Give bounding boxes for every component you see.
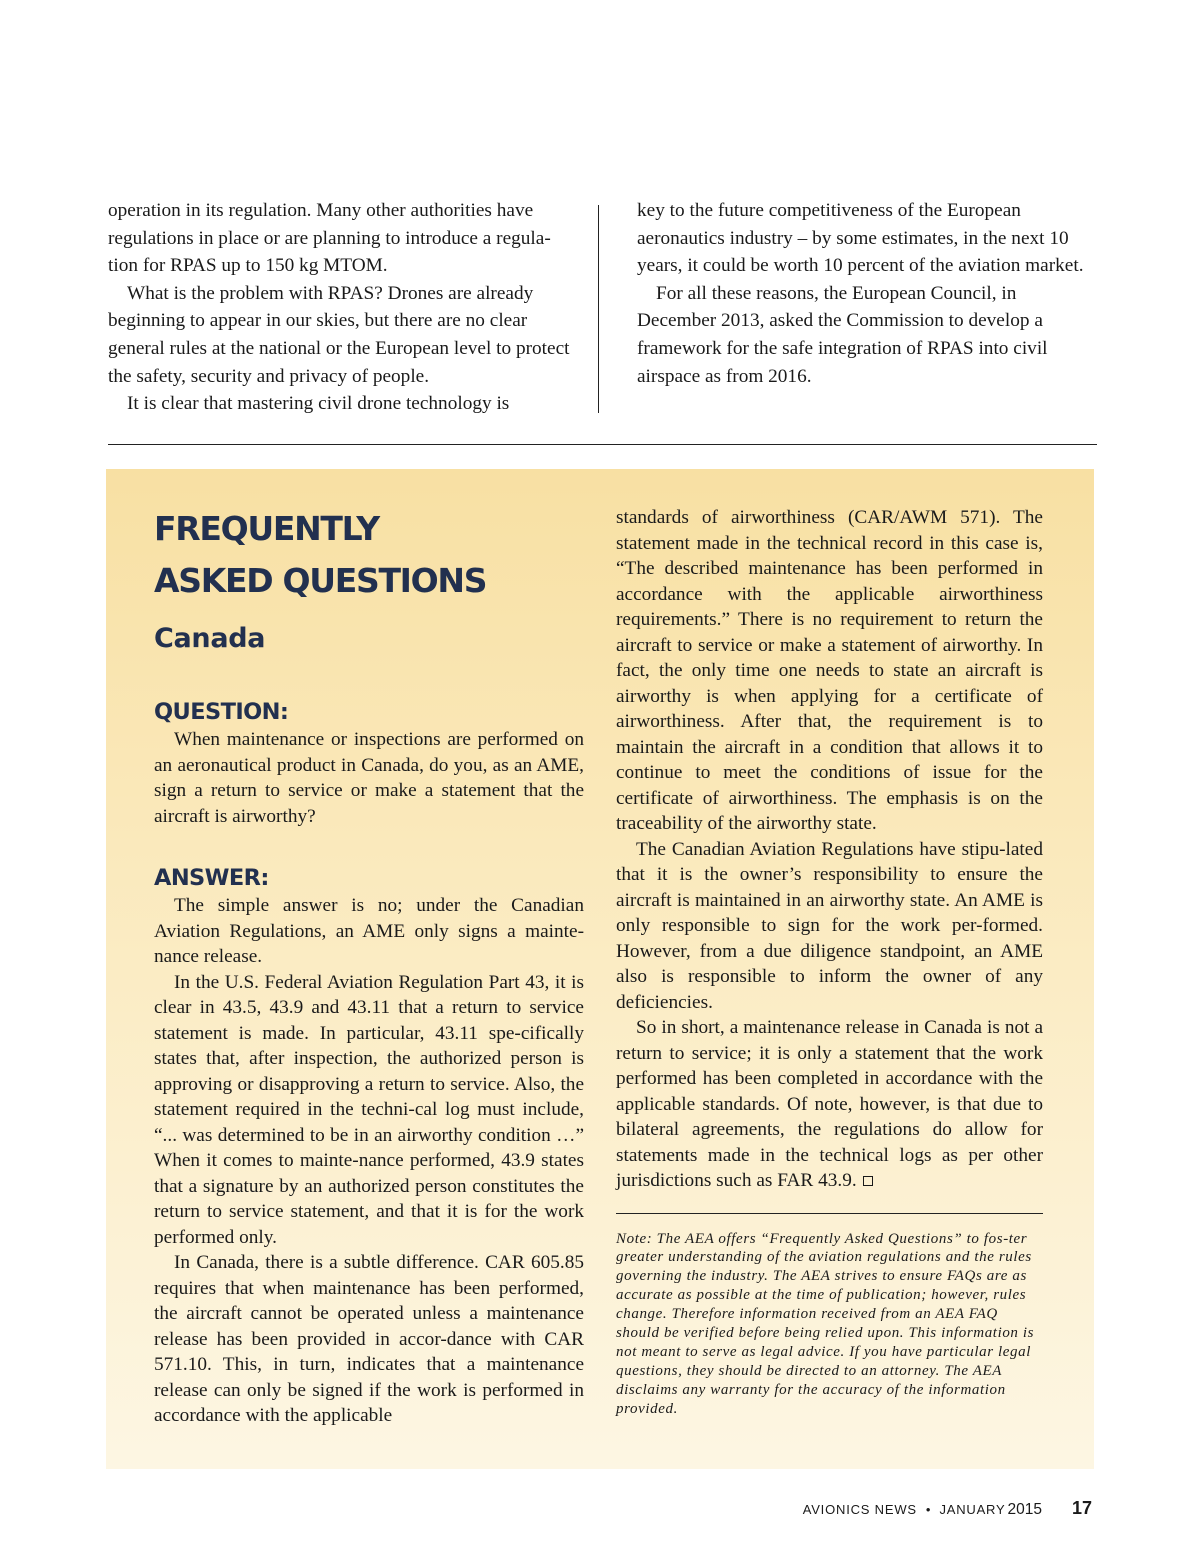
article-paragraph: key to the future competitiveness of the European aeronautics industry – by some estimates, in the next 10 years, it could be worth 10 percent of the aviation market. — [637, 200, 1084, 277]
article-paragraph: For all these reasons, the European Council, in December 2013, asked the Commission to develop a framework for the safe integration of RPAS into civil airspace as from 2016. — [637, 282, 1048, 387]
faq-left-column — [154, 503, 584, 1429]
faq-title-line: ASKED QUESTIONS — [154, 561, 487, 600]
issue-year: 2015 — [1007, 1501, 1042, 1518]
answer-paragraph — [616, 1015, 1043, 1194]
section-rule — [108, 444, 1097, 445]
answer-body-right — [616, 505, 1043, 1194]
article-paragraph: operation in its regulation. Many other authorities have regulations in place or are planning to introduce a regula-tion for RPAS up to 150 kg MTOM. — [108, 200, 551, 277]
column-divider — [598, 205, 599, 413]
disclaimer-note: Note: The AEA offers “Frequently Asked Questions” to fos-ter greater understanding of the aviation regulations and the rules governing the industry. The AEA strives to ensure FAQs are as accurate as possible at the time of publication; however, rules change. Therefore information received from an AEA FAQ should be verified before being relied upon. This information is not meant to serve as legal advice. If you have particular legal questions, they should be directed to an attorney. The AEA disclaims any warranty for the accuracy of the information provided. — [616, 1230, 1035, 1417]
note-rule — [616, 1213, 1043, 1214]
answer-paragraph: In the U.S. Federal Aviation Regulation Part 43, it is clear in 43.5, 43.9 and 43.11 that a return to service statement is made. In particular, 43.11 spe-cifically states that, after inspection, the authorized person is approving or disapproving a return to service. Also, the statement required in the techni-cal log must include, “... was determined to be in an airworthy condition …” When it comes to mainte-nance performed, 43.9 states that a signature by an authorized person constitutes the return to service statement, and that it is for the work performed only. — [154, 971, 584, 1248]
ballot-box-icon — [863, 1176, 873, 1186]
faq-right-column — [616, 505, 1043, 1419]
article-continuation — [108, 197, 1097, 419]
question-heading: QUESTION: — [154, 699, 289, 725]
question-paragraph: When maintenance or inspections are performed on an aeronautical product in Canada, do you, as an AME, sign a return to service or make a statement that the aircraft is airworthy? — [154, 729, 584, 827]
article-paragraph: It is clear that mastering civil drone technology is — [127, 393, 510, 415]
article-right-column — [637, 197, 1097, 390]
answer-heading: ANSWER: — [154, 865, 269, 891]
answer-paragraph: The Canadian Aviation Regulations have stipu-lated that it is the owner’s responsibility to ensure the aircraft is maintained in an airworthy state. An AME is only responsible to sign for the work per-formed. However, from a due diligence standpoint, an AME also is responsible to inform the owner of any deficiencies. — [616, 838, 1043, 1013]
publication-name: AVIONICS NEWS — [802, 1502, 917, 1517]
answer-body-left — [154, 893, 584, 1429]
page-footer — [803, 1498, 1092, 1522]
answer-paragraph: In Canada, there is a subtle difference. CAR 605.85 requires that when maintenance has been performed, the aircraft cannot be operated unless a maintenance release has been provided in accor-dance with CAR 571.10. This, in turn, indicates that a maintenance release can only be signed if the work is performed in accordance with the applicable — [154, 1252, 584, 1426]
faq-sidebar — [106, 469, 1094, 1469]
footer-separator: • — [925, 1502, 931, 1517]
article-paragraph: What is the problem with RPAS? Drones are already beginning to appear in our skies, but there are no clear general rules at the national or the European level to protect the safety, security and privacy of people. — [108, 282, 570, 387]
answer-final-text: So in short, a maintenance release in Canada is not a return to service; it is only a statement that the work performed has been completed in accordance with the applicable standards. Of note, however, is that due to bilateral agreements, the regulations do allow for statements made in the technical logs as per other jurisdictions such as FAR 43.9. — [616, 1017, 1043, 1191]
question-body — [154, 727, 584, 829]
answer-paragraph: The simple answer is no; under the Canadian Aviation Regulations, an AME only signs a mainte-nance release. — [154, 895, 584, 967]
faq-title-line: FREQUENTLY — [154, 509, 379, 548]
page-number: 17 — [1071, 1498, 1092, 1518]
faq-subtitle: Canada — [154, 623, 266, 654]
faq-title — [154, 503, 584, 607]
article-left-column — [108, 197, 570, 418]
answer-paragraph: standards of airworthiness (CAR/AWM 571). The statement made in the technical record in this case is, “The described maintenance has been performed in accordance with the applicable airworthiness requirements.” There is no requirement to return the aircraft to service or make a statement of airworthy. In fact, the only time one needs to state an aircraft is airworthy is when applying for a certificate of airworthiness. After that, the requirement is to maintain the aircraft in a condition that allows it to continue to meet the conditions of issue for the certificate of airworthiness. The emphasis is on the traceability of the airworthy state. — [616, 507, 1043, 834]
issue-month: JANUARY — [939, 1502, 1006, 1517]
